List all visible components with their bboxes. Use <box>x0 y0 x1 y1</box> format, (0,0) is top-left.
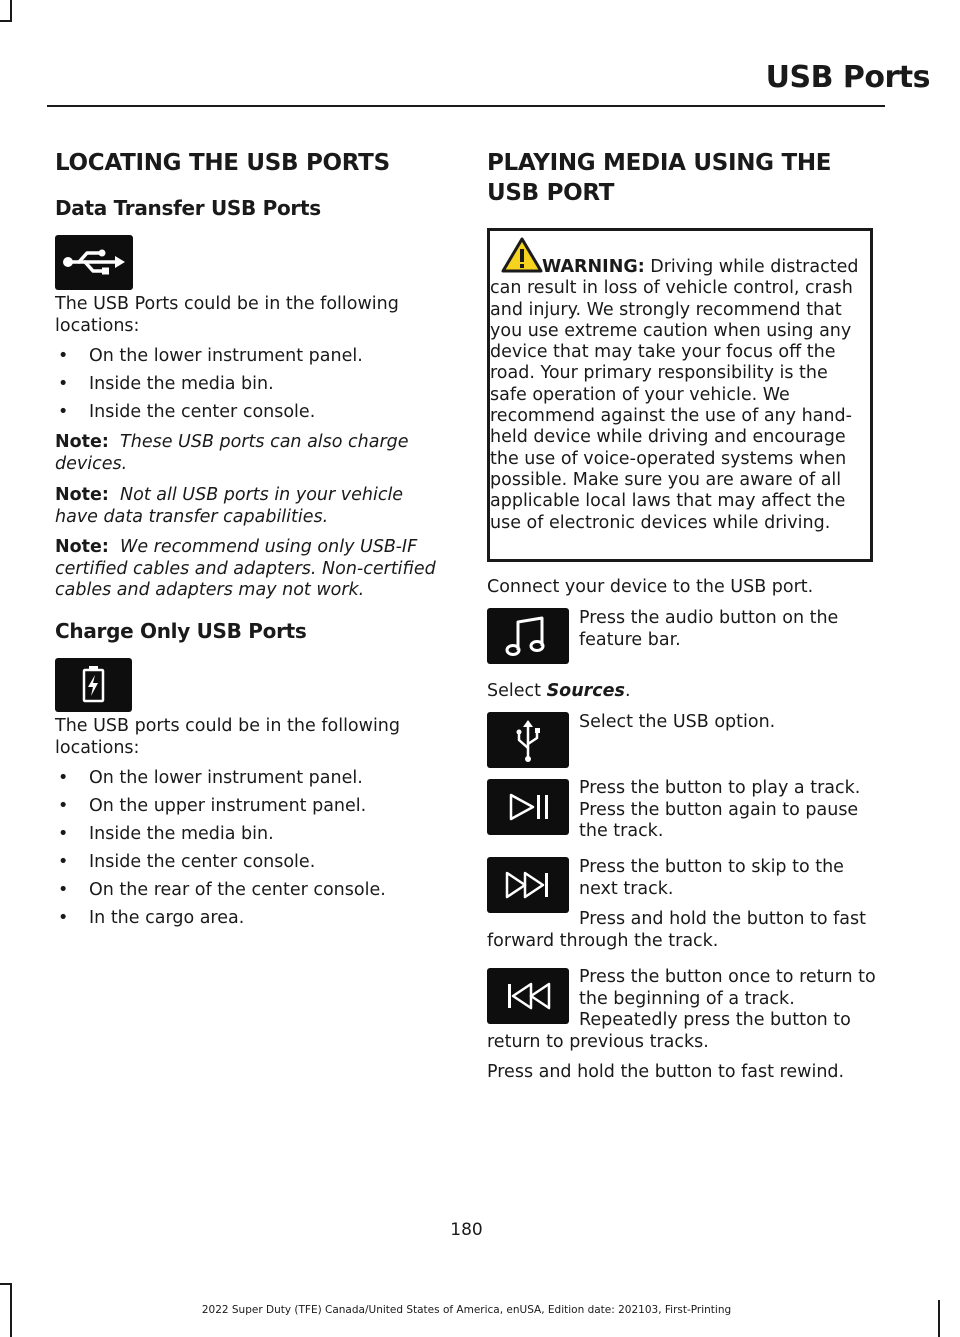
section-heading: PLAYING MEDIA USING THE <box>487 150 832 176</box>
crop-mark <box>0 1283 12 1285</box>
note-label: Note: <box>55 537 109 557</box>
section-heading-line2: USB PORT <box>487 180 615 206</box>
warning-body: Driving while distracted can result in loss of vehicle control, crash and injury. We strongly recommend that you use extreme caution when using any device that may take your focus off the road. Your primary responsibility is the safe operation of your vehicle. We recommend against the use of any hand-held device while driving and encourage the use of voice-operated systems when possible. Make sure you are aware of all applicable local laws that may affect the use of electronic devices while driving. <box>490 257 859 533</box>
battery-charge-icon <box>55 658 132 712</box>
section-heading: LOCATING THE USB PORTS <box>55 150 390 176</box>
sources-label: Sources <box>546 681 625 701</box>
warning-text <box>490 257 870 534</box>
music-note-icon <box>487 608 569 664</box>
step-fast-forward-text: Press and hold the button to fast forward through the track. <box>487 909 866 951</box>
note <box>55 432 450 475</box>
list-item: • In the cargo area. <box>55 907 244 929</box>
list-item: • Inside the center console. <box>55 401 315 423</box>
play-pause-icon <box>487 779 569 835</box>
step-fast-forward <box>487 909 879 952</box>
charge-only-subheading: Charge Only USB Ports <box>55 619 307 643</box>
skip-forward-icon <box>487 857 569 913</box>
data-intro: The USB Ports could be in the following locations: <box>55 294 399 336</box>
list-item: • On the rear of the center console. <box>55 879 386 901</box>
connect-instruction: Connect your device to the USB port. <box>487 577 814 597</box>
page-title: USB Ports <box>765 60 930 95</box>
data-transfer-subheading: Data Transfer USB Ports <box>55 196 321 220</box>
step-play: Press the button to play a track. Press the button again to pause the track. <box>579 778 861 841</box>
select-sources <box>487 681 879 703</box>
crop-mark <box>10 0 12 22</box>
select-prefix: Select <box>487 681 547 701</box>
step-skip: Press the button to skip to the next track. <box>579 857 844 899</box>
header-divider <box>47 105 885 107</box>
note <box>55 485 450 528</box>
crop-mark <box>938 1300 940 1337</box>
list-item: • Inside the media bin. <box>55 373 274 395</box>
list-item: • On the lower instrument panel. <box>55 767 363 789</box>
warning-label: WARNING: <box>542 257 645 277</box>
list-item: • Inside the center console. <box>55 851 315 873</box>
note-text: These USB ports can also charge devices. <box>55 432 409 474</box>
note <box>55 537 450 602</box>
step-previous <box>487 967 879 1053</box>
usb-trident-icon <box>55 235 133 290</box>
list-item: • Inside the media bin. <box>55 823 274 845</box>
list-item: • On the lower instrument panel. <box>55 345 363 367</box>
charge-intro: The USB ports could be in the following locations: <box>55 716 401 758</box>
note-label: Note: <box>55 485 109 505</box>
note-text: We recommend using only USB-IF certified cables and adapters. Non-certified cables and adapters may not work. <box>55 537 436 600</box>
crop-mark <box>0 20 12 22</box>
page-number: 180 <box>450 1220 483 1240</box>
edition-footer: 2022 Super Duty (TFE) Canada/United States of America, enUSA, Edition date: 202103, First-Printing <box>201 1304 732 1316</box>
list-item: • On the upper instrument panel. <box>55 795 366 817</box>
note-label: Note: <box>55 432 109 452</box>
step-rewind: Press and hold the button to fast rewind. <box>487 1062 845 1082</box>
usb-icon <box>487 712 569 768</box>
step-audio: Press the audio button on the feature bar. <box>579 608 839 650</box>
warning-box <box>487 228 873 562</box>
select-suffix: . <box>624 681 631 701</box>
note-text: Not all USB ports in your vehicle have data transfer capabilities. <box>55 485 404 527</box>
step-previous-text: Press the button once to return to the beginning of a track. Repeatedly press the button to return to previous tracks. <box>487 967 876 1052</box>
step-usb: Select the USB option. <box>579 712 776 732</box>
